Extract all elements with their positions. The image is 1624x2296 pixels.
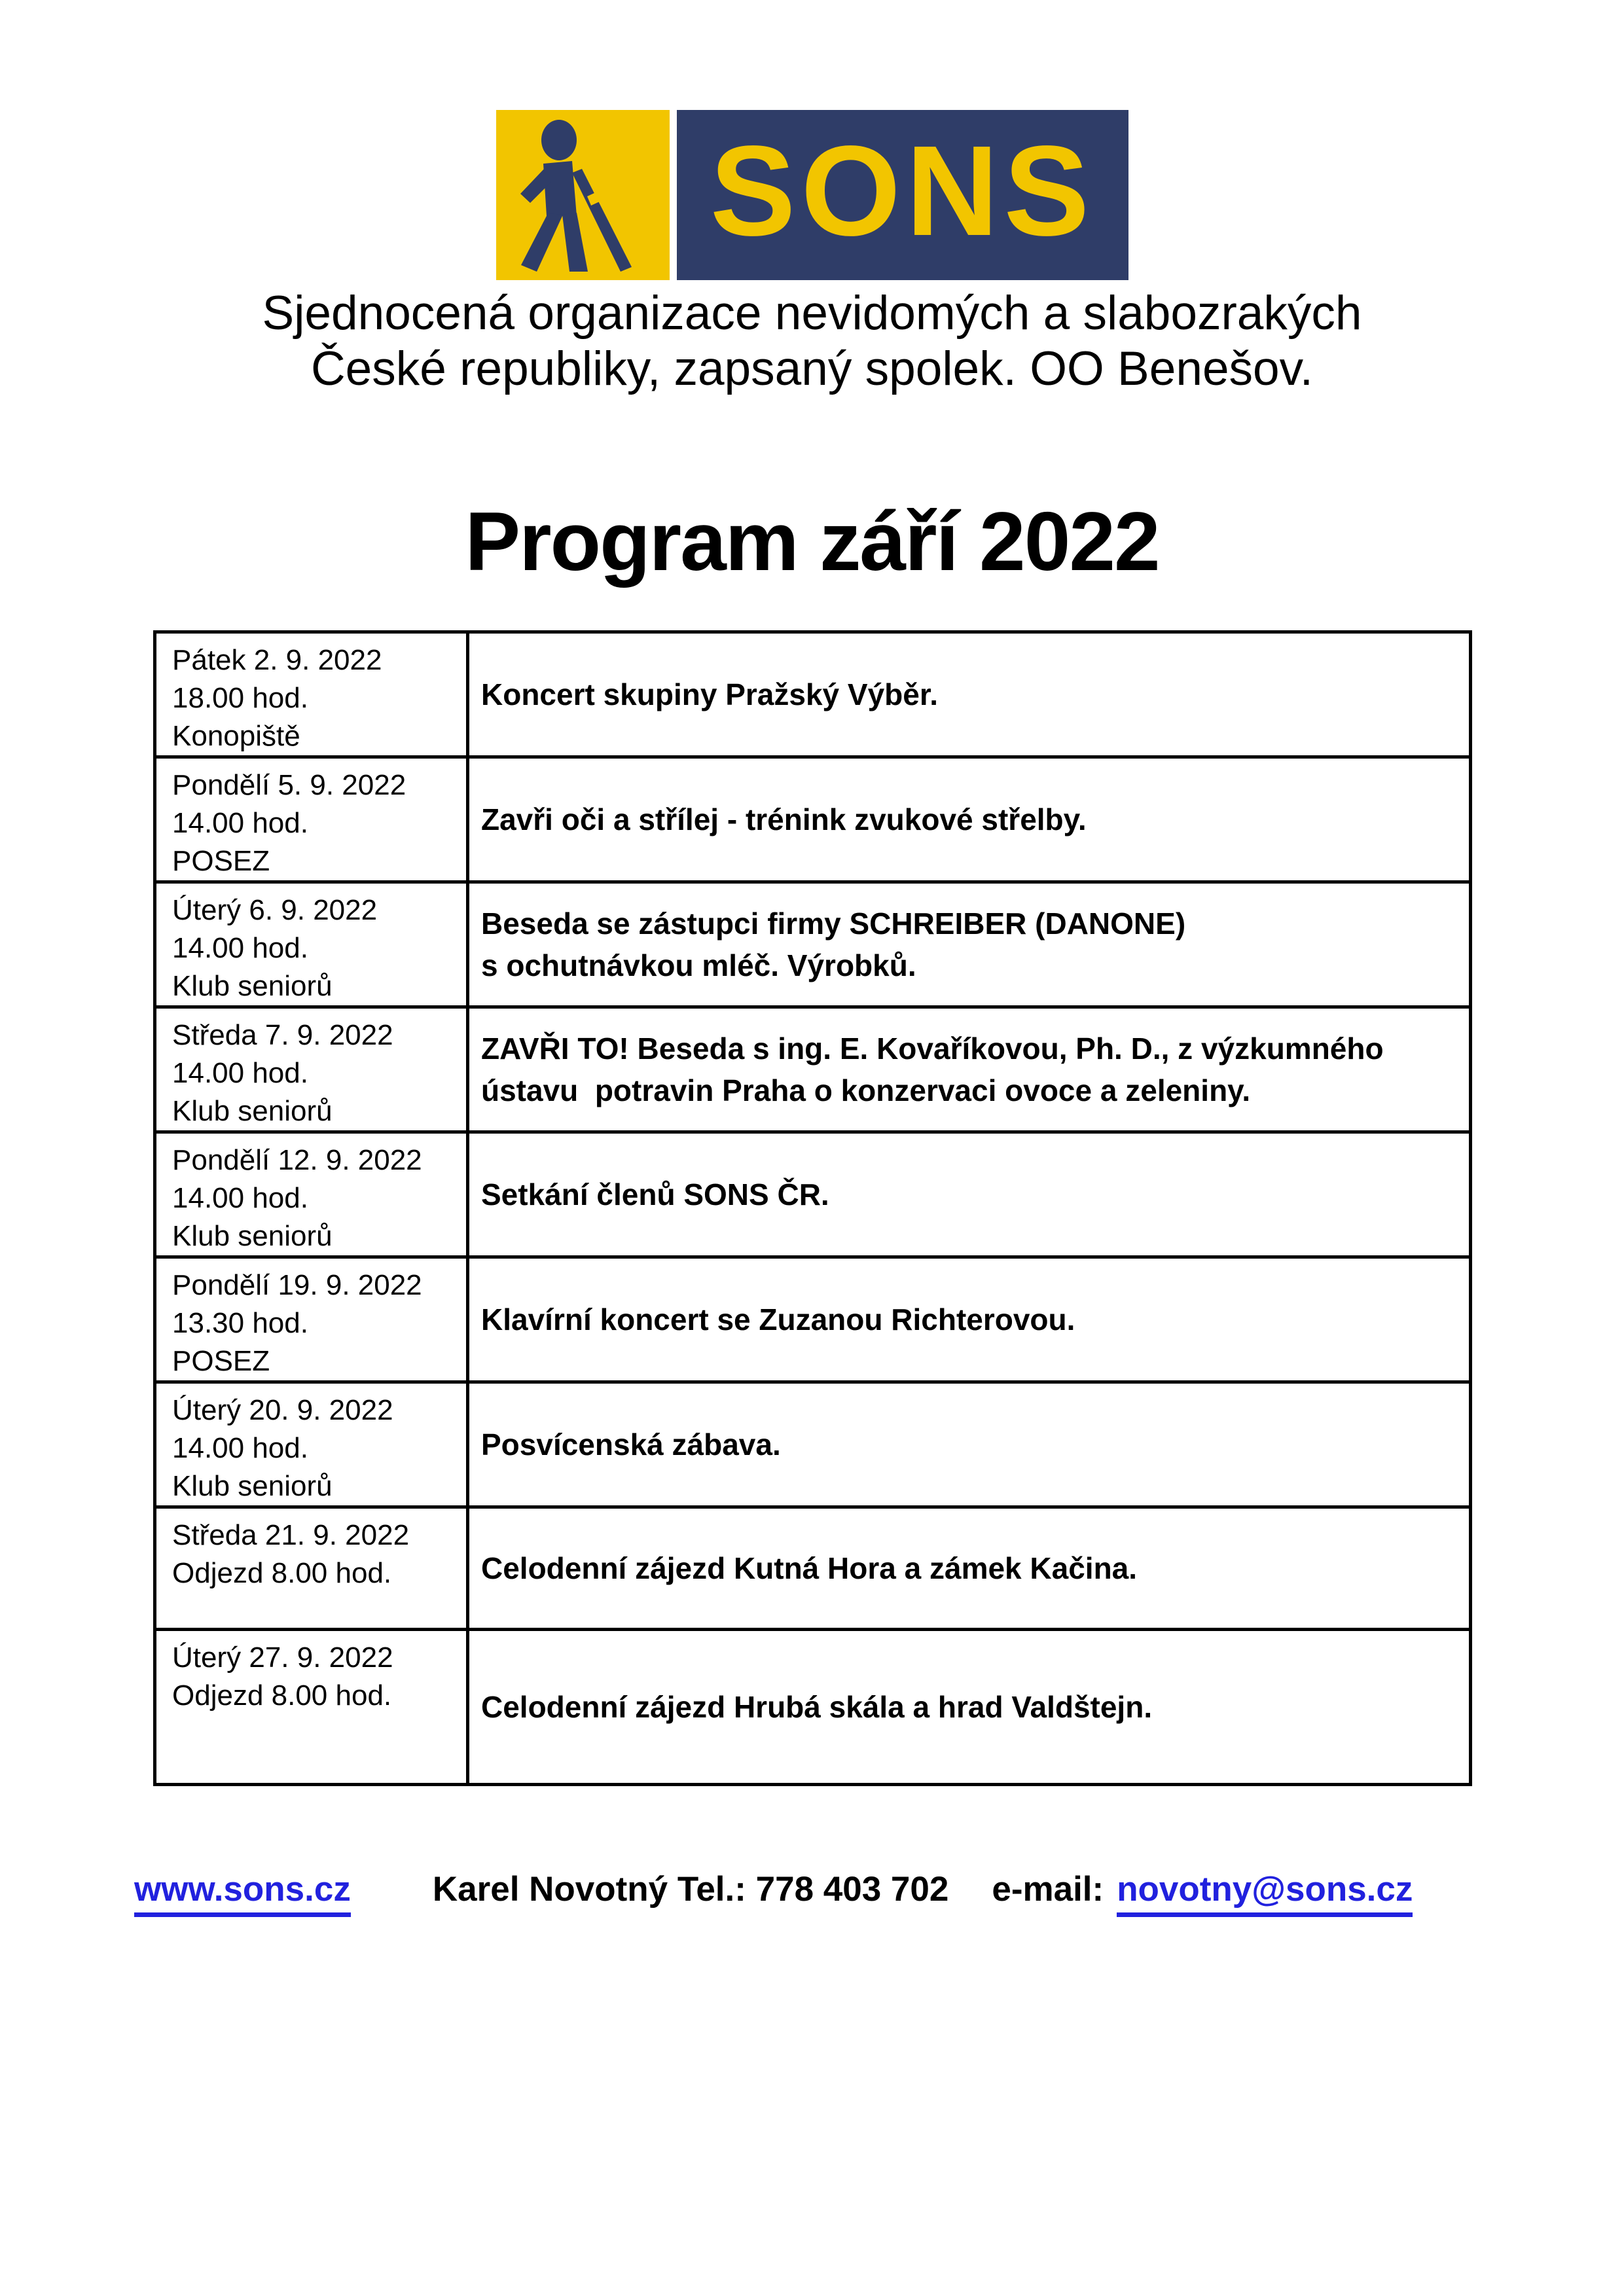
page-title: Program září 2022: [465, 495, 1159, 588]
event-description-cell: [468, 632, 1471, 757]
organization-name: [0, 285, 1624, 397]
event-datetime-line: Odjezd 8.00 hod.: [172, 1679, 392, 1712]
event-datetime-cell: [155, 882, 468, 1007]
table-row: [155, 757, 1471, 882]
event-datetime-line: Pondělí 12. 9. 2022: [172, 1144, 422, 1176]
event-description-cell: [468, 1382, 1471, 1507]
email-link[interactable]: novotny@sons.cz: [1117, 1869, 1413, 1917]
event-datetime-line: POSEZ: [172, 1345, 270, 1377]
event-datetime-line: 14.00 hod.: [172, 1057, 308, 1089]
event-datetime-line: 18.00 hod.: [172, 682, 308, 714]
table-row: [155, 1007, 1471, 1132]
event-datetime-line: 14.00 hod.: [172, 1182, 308, 1214]
table-row: [155, 632, 1471, 757]
table-row: [155, 1507, 1471, 1630]
event-datetime-cell: [155, 1007, 468, 1132]
event-description-cell: [468, 1257, 1471, 1382]
event-datetime-line: Středa 21. 9. 2022: [172, 1519, 410, 1551]
sons-logo: [0, 110, 1624, 280]
event-datetime-cell: [155, 1630, 468, 1785]
sons-logo-text: SONS: [710, 119, 1095, 262]
event-description-cell: [468, 1630, 1471, 1785]
event-datetime-line: 14.00 hod.: [172, 1432, 308, 1464]
table-row: [155, 1630, 1471, 1785]
table-row: [155, 882, 1471, 1007]
event-description-line: Setkání členů SONS ČR.: [481, 1177, 829, 1211]
contact-name-phone: Karel Novotný Tel.: 778 403 702: [432, 1870, 949, 1909]
event-datetime-line: Klub seniorů: [172, 1470, 333, 1502]
event-description-line: Posvícenská zábava.: [481, 1427, 781, 1462]
event-datetime-cell: [155, 1132, 468, 1257]
event-datetime-line: Klub seniorů: [172, 1220, 333, 1252]
blind-person-icon: [496, 110, 670, 280]
email-label: e-mail:: [992, 1870, 1104, 1909]
event-description-cell: [468, 1132, 1471, 1257]
event-description-cell: [468, 1007, 1471, 1132]
event-datetime-line: 13.30 hod.: [172, 1307, 308, 1339]
event-datetime-cell: [155, 1382, 468, 1507]
event-datetime-line: 14.00 hod.: [172, 807, 308, 839]
event-datetime-line: Úterý 6. 9. 2022: [172, 894, 378, 926]
table-row: [155, 1132, 1471, 1257]
event-datetime-cell: [155, 1257, 468, 1382]
event-description-cell: [468, 757, 1471, 882]
event-datetime-line: Konopiště: [172, 720, 300, 752]
event-datetime-cell: [155, 632, 468, 757]
event-description-line: Beseda se zástupci firmy SCHREIBER (DANONE): [481, 906, 1186, 941]
event-description-line: ústavu potravin Praha o konzervaci ovoce a zeleniny.: [481, 1073, 1251, 1107]
event-datetime-line: Klub seniorů: [172, 1095, 333, 1127]
event-description-line: Celodenní zájezd Kutná Hora a zámek Kačina.: [481, 1551, 1138, 1585]
table-row: [155, 1382, 1471, 1507]
event-description-cell: [468, 1507, 1471, 1630]
event-datetime-line: Pondělí 5. 9. 2022: [172, 769, 406, 801]
event-datetime-line: Úterý 27. 9. 2022: [172, 1641, 393, 1674]
contact-footer: [134, 1869, 1413, 1917]
event-description-line: Klavírní koncert se Zuzanou Richterovou.: [481, 1302, 1075, 1336]
event-description-line: Zavři oči a střílej - trénink zvukové střelby.: [481, 802, 1087, 836]
event-datetime-line: Úterý 20. 9. 2022: [172, 1394, 393, 1426]
event-datetime-line: Odjezd 8.00 hod.: [172, 1557, 392, 1589]
event-datetime-line: Klub seniorů: [172, 970, 333, 1002]
website-link[interactable]: www.sons.cz: [134, 1869, 351, 1917]
event-description-line: s ochutnávkou mléč. Výrobků.: [481, 948, 916, 982]
event-description-cell: [468, 882, 1471, 1007]
table-row: [155, 1257, 1471, 1382]
event-datetime-cell: [155, 1507, 468, 1630]
sons-logo-wordmark: [677, 110, 1128, 280]
event-description-line: Koncert skupiny Pražský Výběr.: [481, 677, 938, 711]
event-description-line: Celodenní zájezd Hrubá skála a hrad Valdštejn.: [481, 1690, 1153, 1724]
event-datetime-line: POSEZ: [172, 845, 270, 877]
event-datetime-line: 14.00 hod.: [172, 932, 308, 964]
program-table: [153, 630, 1472, 1786]
organization-name-line1: Sjednocená organizace nevidomých a slabozrakých: [262, 287, 1362, 340]
event-datetime-line: Pondělí 19. 9. 2022: [172, 1269, 422, 1301]
event-datetime-line: Pátek 2. 9. 2022: [172, 644, 382, 676]
event-description-line: ZAVŘI TO! Beseda s ing. E. Kovaříkovou, Ph. D., z výzkumného: [481, 1031, 1384, 1066]
organization-name-line2: České republiky, zapsaný spolek. OO Benešov.: [310, 342, 1314, 395]
event-datetime-cell: [155, 757, 468, 882]
event-datetime-line: Středa 7. 9. 2022: [172, 1019, 393, 1051]
